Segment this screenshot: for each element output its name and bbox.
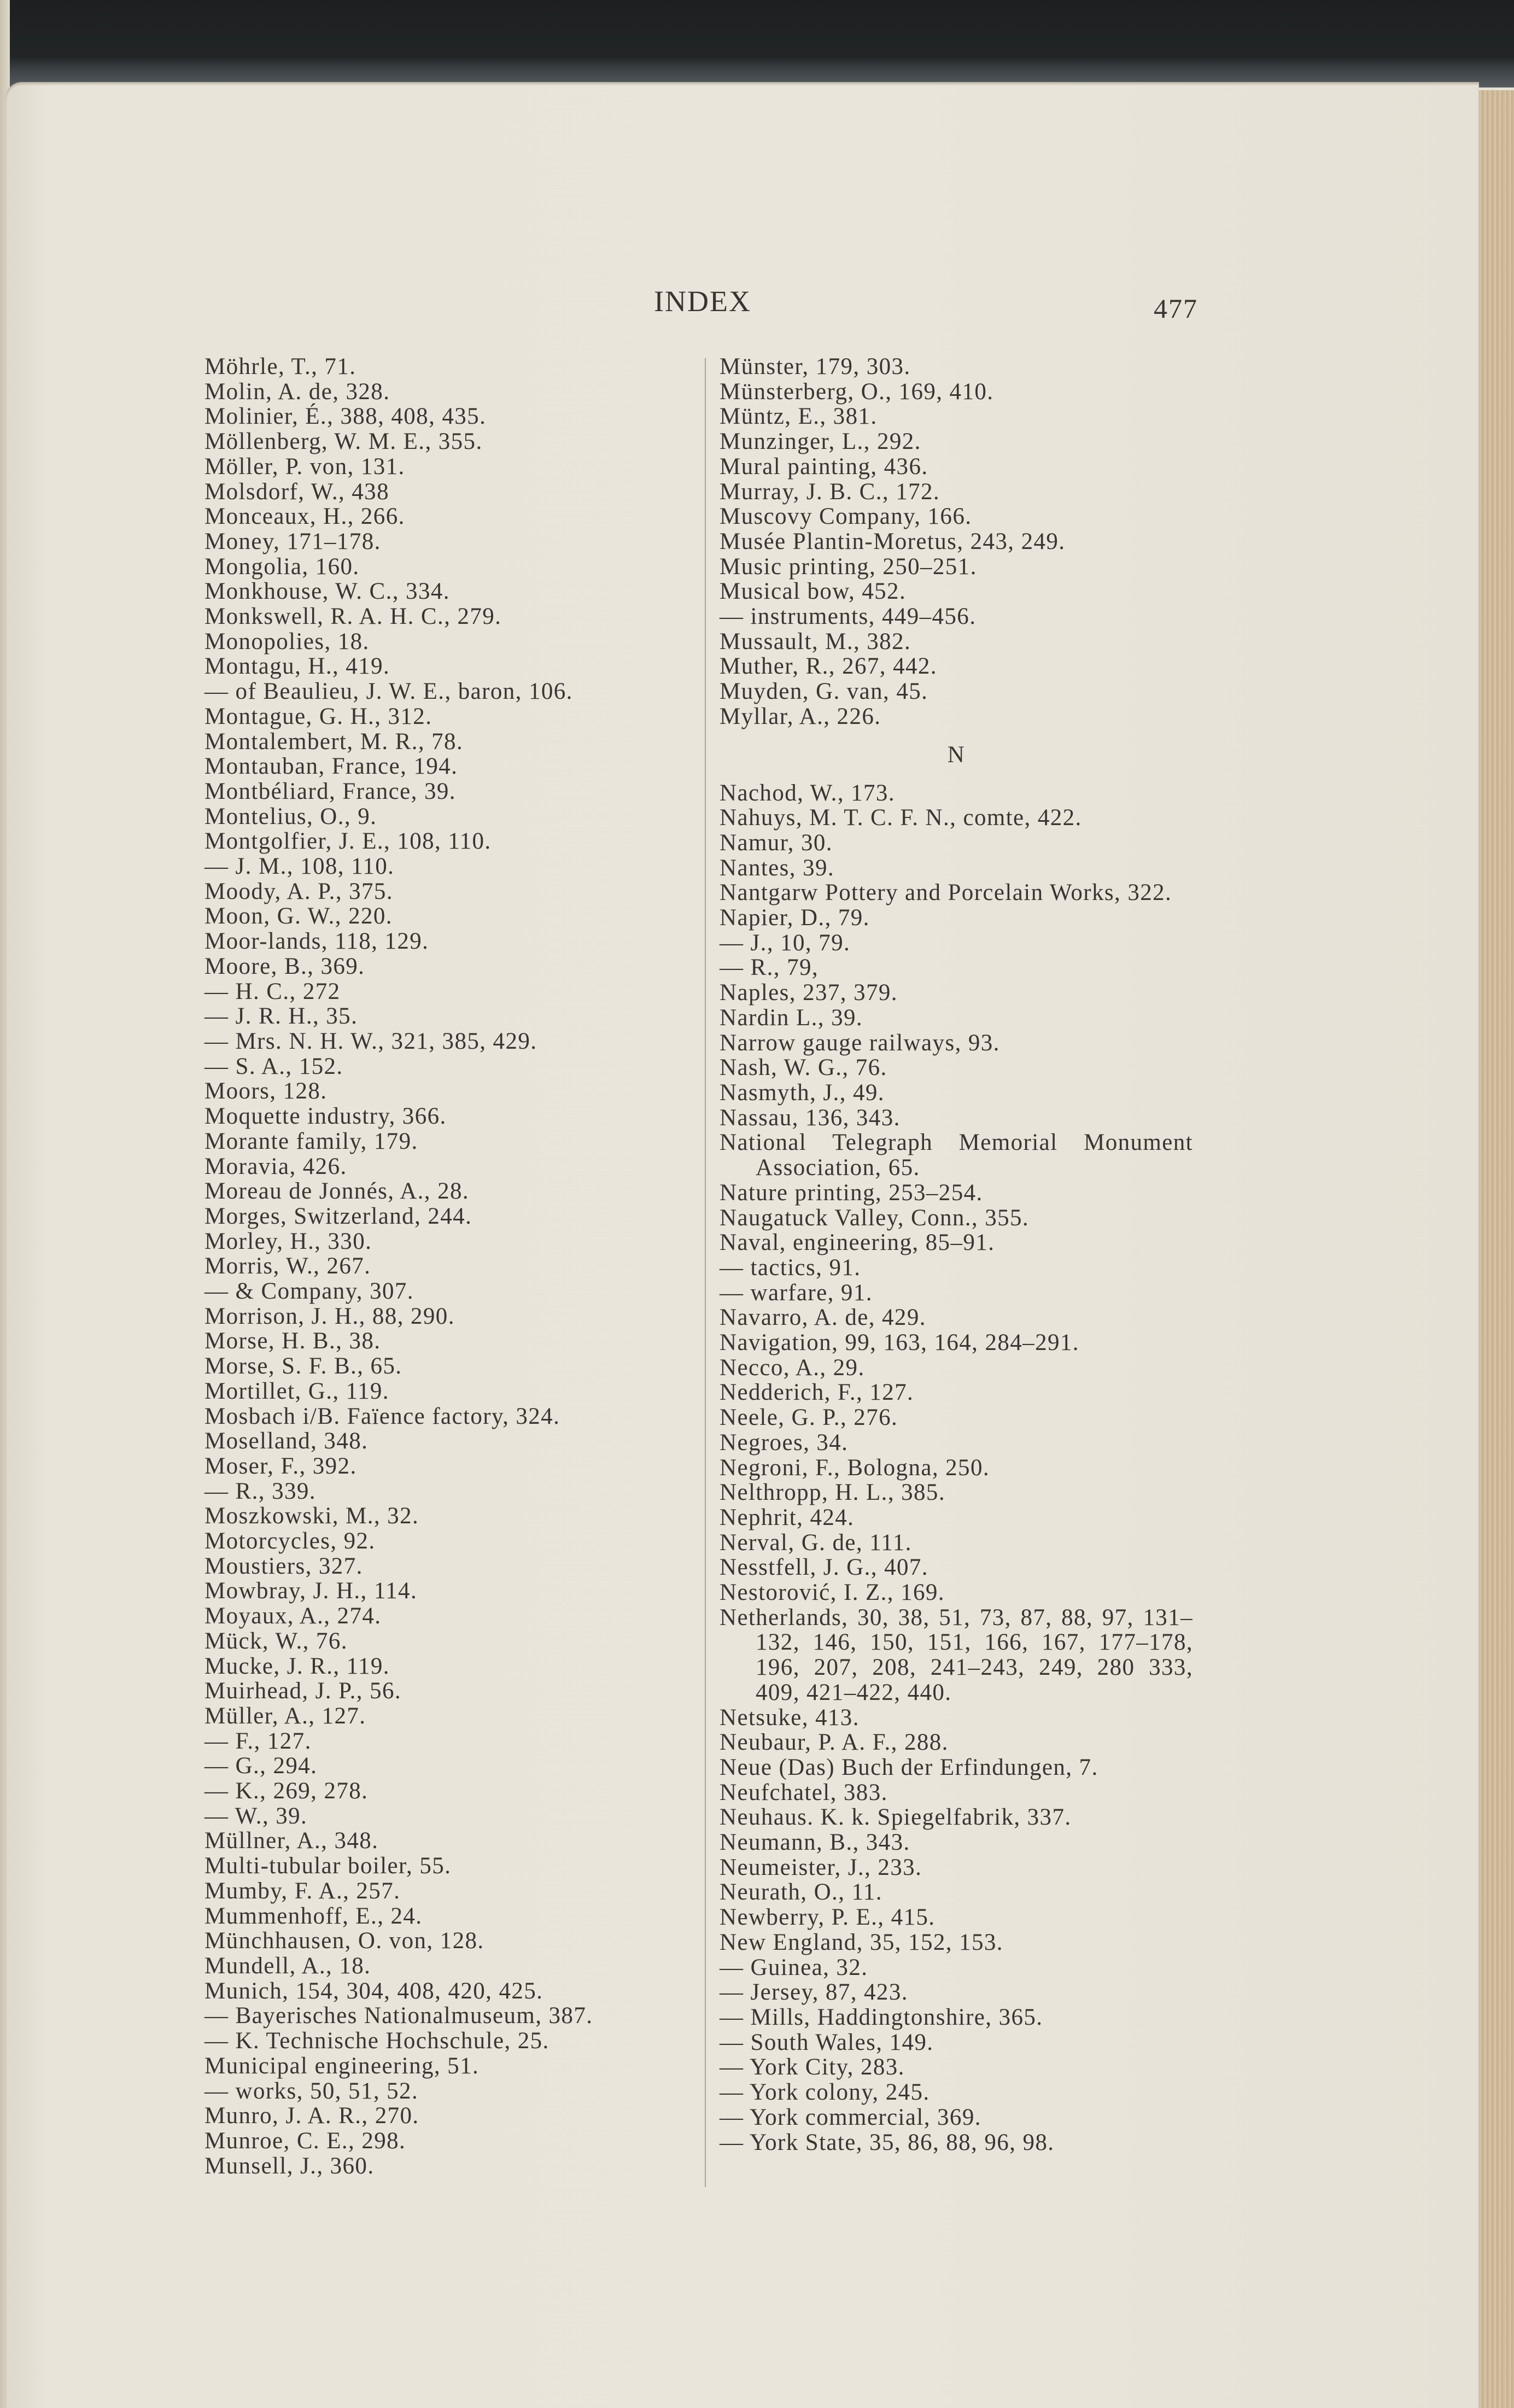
index-entry: Negroni, F., Bologna, 250. <box>720 1454 990 1481</box>
index-entry: Nestorović, I. Z., 169. <box>720 1580 945 1606</box>
index-entry: — F., 127. <box>204 1728 312 1754</box>
index-entry: Moravia, 426. <box>204 1153 347 1179</box>
index-entry: Musical bow, 452. <box>720 578 907 605</box>
index-entry: Narrow gauge railways, 93. <box>720 1030 1000 1056</box>
index-entry: Nantgarw Pottery and Porcelain Works, 322. <box>720 880 1172 906</box>
index-entry: Neubaur, P. A. F., 288. <box>720 1729 949 1756</box>
index-entry: Nedderich, F., 127. <box>720 1380 914 1406</box>
index-entry: Naples, 237, 379. <box>720 980 898 1006</box>
index-entry: Müntz, E., 381. <box>720 404 878 430</box>
index-entry: — J. R. H., 35. <box>204 1003 358 1030</box>
index-entry: Mucke, J. R., 119. <box>204 1653 390 1679</box>
index-entry: Möllenberg, W. M. E., 355. <box>204 429 483 455</box>
index-entry: — S. A., 152. <box>204 1053 343 1079</box>
index-entry: Neufchatel, 383. <box>720 1779 888 1805</box>
index-entry: Neurath, O., 11. <box>720 1879 882 1906</box>
index-entry: Napier, D., 79. <box>720 905 870 931</box>
running-head: INDEX <box>654 285 751 318</box>
index-entry: — Bayerisches Nationalmuseum, 387. <box>204 2003 593 2029</box>
index-entry: Montelius, O., 9. <box>204 803 377 829</box>
index-entry: Montagu, H., 419. <box>204 653 390 680</box>
index-entry: Multi-tubular boiler, 55. <box>204 1853 452 1879</box>
index-entry: Monceaux, H., 266. <box>204 504 405 530</box>
index-entry: Moody, A. P., 375. <box>204 878 393 904</box>
index-entry: Möhrle, T., 71. <box>204 354 356 379</box>
index-entry: Nachod, W., 173. <box>720 780 895 806</box>
index-entry: Nature printing, 253–254. <box>720 1179 983 1206</box>
index-entry: Montague, G. H., 312. <box>204 703 432 729</box>
index-entry: — & Company, 307. <box>204 1278 414 1305</box>
index-entry: Münsterberg, O., 169, 410. <box>720 378 994 405</box>
index-entry: Muyden, G. van, 45. <box>720 679 928 705</box>
index-column-right <box>720 354 1193 2155</box>
index-entry: Nelthropp, H. L., 385. <box>720 1480 945 1506</box>
index-entry: Municipal engineering, 51. <box>204 2053 480 2079</box>
index-entry: Mosbach i/B. Faïence factory, 324. <box>204 1403 560 1429</box>
page-number: 477 <box>1154 293 1198 324</box>
index-column-left <box>204 354 678 2178</box>
index-entry: — G., 294. <box>204 1753 318 1779</box>
index-entry: Neuhaus. K. k. Spiegelfabrik, 337. <box>720 1804 1072 1831</box>
index-entry: — York colony, 245. <box>720 2079 930 2106</box>
index-entry: Moyaux, A., 274. <box>204 1603 382 1629</box>
index-entry: Netsuke, 413. <box>720 1704 860 1731</box>
index-entry: Mundell, A., 18. <box>204 1953 371 1979</box>
index-entry: Morley, H., 330. <box>204 1228 372 1254</box>
index-entry: — Mills, Haddingtonshire, 365. <box>720 2004 1043 2030</box>
index-entry: — H. C., 272 <box>204 978 341 1004</box>
index-entry: Mumby, F. A., 257. <box>204 1878 401 1904</box>
index-entry: — instruments, 449–456. <box>720 604 977 630</box>
index-entry: Neumeister, J., 233. <box>720 1854 922 1880</box>
section-heading-n: N <box>947 741 966 768</box>
index-entry: Munro, J. A. R., 270. <box>204 2103 419 2129</box>
index-entry: Nahuys, M. T. C. F. N., comte, 422. <box>720 805 1082 831</box>
index-entry: Moreau de Jonnés, A., 28. <box>204 1178 470 1205</box>
index-entry: Naugatuck Valley, Conn., 355. <box>720 1205 1030 1231</box>
index-entry: Murray, J. B. C., 172. <box>720 478 940 505</box>
index-entry: Muirhead, J. P., 56. <box>204 1678 402 1704</box>
index-entry: Morse, S. F. B., 65. <box>204 1353 402 1380</box>
index-entry: Mussault, M., 382. <box>720 628 911 654</box>
index-entry: Motorcycles, 92. <box>204 1528 376 1554</box>
index-entry: Molin, A. de, 328. <box>204 378 390 405</box>
index-entry: National Telegraph Memorial Monument Association, 65. <box>720 1130 1193 1181</box>
index-entry: Morris, W., 267. <box>204 1253 371 1279</box>
index-entry: Navigation, 99, 163, 164, 284–291. <box>720 1330 1079 1356</box>
index-entry: Müller, A., 127. <box>204 1703 366 1729</box>
index-entry: — York State, 35, 86, 88, 96, 98. <box>720 2129 1055 2155</box>
index-entry: Montauban, France, 194. <box>204 753 458 780</box>
index-entry: — J. M., 108, 110. <box>204 854 395 880</box>
index-entry: Monkswell, R. A. H. C., 279. <box>204 604 502 630</box>
index-entry: Monopolies, 18. <box>204 628 370 654</box>
index-entry: Negroes, 34. <box>720 1429 849 1456</box>
index-entry: Neele, G. P., 276. <box>720 1405 898 1431</box>
index-entry: Moustiers, 327. <box>204 1553 363 1579</box>
index-entry: — K. Technische Hochschule, 25. <box>204 2028 550 2054</box>
index-entry: Mongolia, 160. <box>204 553 360 580</box>
index-entry: — R., 79, <box>720 955 819 981</box>
index-entry: New England, 35, 152, 153. <box>720 1929 1003 1955</box>
index-entry: Money, 171–178. <box>204 528 381 554</box>
index-entry: Musée Plantin-Moretus, 243, 249. <box>720 528 1066 554</box>
index-entry: Mortillet, G., 119. <box>204 1378 389 1404</box>
index-entry: — works, 50, 51, 52. <box>204 2078 419 2104</box>
index-entry: — K., 269, 278. <box>204 1778 369 1804</box>
index-entry: Morges, Switzerland, 244. <box>204 1203 472 1229</box>
index-entry: Munich, 154, 304, 408, 420, 425. <box>204 1978 543 2004</box>
index-entry: Navarro, A. de, 429. <box>720 1305 926 1331</box>
index-entry: Nash, W. G., 76. <box>720 1055 887 1081</box>
index-entry: Morante family, 179. <box>204 1128 418 1154</box>
index-entries-m <box>720 354 1193 729</box>
index-entry: Moor-lands, 118, 129. <box>204 928 429 955</box>
index-entry: Nesstfell, J. G., 407. <box>720 1554 928 1581</box>
index-entry: Moszkowski, M., 32. <box>204 1503 419 1529</box>
index-entry: Molinier, É., 388, 408, 435. <box>204 404 487 430</box>
index-entry: — tactics, 91. <box>720 1254 861 1281</box>
index-entry: Netherlands, 30, 38, 51, 73, 87, 88, 97, 131–132, 146, 150, 151, 166, 167, 177–178, 196, 207, 208, 241–243, 249, 280 333, 409, 421–422, 440. <box>720 1604 1193 1705</box>
index-entry: Moore, B., 369. <box>204 953 365 979</box>
index-entry: Nasmyth, J., 49. <box>720 1079 885 1106</box>
index-entry: Namur, 30. <box>720 829 833 856</box>
index-entry: Montbéliard, France, 39. <box>204 778 456 804</box>
index-entries-n <box>720 781 1193 2155</box>
index-entry: — Guinea, 32. <box>720 1954 868 1980</box>
index-entry: Nerval, G. de, 111. <box>720 1529 912 1556</box>
index-entry: — Mrs. N. H. W., 321, 385, 429. <box>204 1028 537 1054</box>
index-entry: Münchhausen, O. von, 128. <box>204 1928 484 1954</box>
index-entry: Monkhouse, W. C., 334. <box>204 578 450 605</box>
index-entry: — R., 339. <box>204 1478 316 1504</box>
index-entry: Myllar, A., 226. <box>720 703 881 729</box>
index-entry: Music printing, 250–251. <box>720 553 977 580</box>
index-entry: — South Wales, 149. <box>720 2029 934 2055</box>
index-entry: Montalembert, M. R., 78. <box>204 728 464 755</box>
index-entry: Munroe, C. E., 298. <box>204 2128 406 2154</box>
index-entry: — J., 10, 79. <box>720 930 851 956</box>
index-entry: Moors, 128. <box>204 1078 328 1104</box>
index-entry: Morrison, J. H., 88, 290. <box>204 1303 455 1329</box>
index-entry: — Jersey, 87, 423. <box>720 1979 908 2006</box>
index-entry: Neumann, B., 343. <box>720 1830 910 1856</box>
index-entry: Müllner, A., 348. <box>204 1828 379 1854</box>
index-entry: Mummenhoff, E., 24. <box>204 1903 423 1929</box>
index-entry: Newberry, P. E., 415. <box>720 1904 936 1931</box>
index-entry: — of Beaulieu, J. W. E., baron, 106. <box>204 679 573 705</box>
index-entry: — W., 39. <box>204 1803 308 1829</box>
index-entry: — York commercial, 369. <box>720 2104 981 2130</box>
index-entry: Montgolfier, J. E., 108, 110. <box>204 828 492 855</box>
index-entry: Moser, F., 392. <box>204 1453 357 1479</box>
index-entry: Moselland, 348. <box>204 1428 369 1454</box>
index-entry: Nassau, 136, 343. <box>720 1104 901 1131</box>
index-entry: Nardin L., 39. <box>720 1004 863 1031</box>
index-entry: Naval, engineering, 85–91. <box>720 1230 995 1256</box>
index-entry: Necco, A., 29. <box>720 1354 865 1381</box>
index-entry: Möller, P. von, 131. <box>204 453 405 480</box>
index-entry: Munzinger, L., 292. <box>720 429 921 455</box>
index-entry: Nephrit, 424. <box>720 1504 855 1530</box>
index-entry: Mural painting, 436. <box>720 453 928 480</box>
index-entry: Münster, 179, 303. <box>720 354 911 379</box>
index-entry: Mowbray, J. H., 114. <box>204 1578 418 1604</box>
index-entry: Morse, H. B., 38. <box>204 1328 381 1354</box>
index-entry: Muscovy Company, 166. <box>720 504 972 530</box>
index-entry: Molsdorf, W., 438 <box>204 478 389 505</box>
book-cover-top <box>0 0 1514 87</box>
index-entry: Mück, W., 76. <box>204 1628 348 1654</box>
index-entry: — warfare, 91. <box>720 1279 873 1306</box>
index-entry: — York City, 283. <box>720 2054 905 2080</box>
index-entry: Moquette industry, 366. <box>204 1103 447 1130</box>
column-divider <box>705 358 706 2187</box>
index-entry: Moon, G. W., 220. <box>204 903 393 930</box>
index-entry: Munsell, J., 360. <box>204 2153 375 2179</box>
index-entry: Neue (Das) Buch der Erfindungen, 7. <box>720 1754 1098 1780</box>
index-entry: Muther, R., 267, 442. <box>720 653 937 680</box>
page-edges <box>1479 90 1514 2408</box>
index-entry: Nantes, 39. <box>720 855 835 881</box>
